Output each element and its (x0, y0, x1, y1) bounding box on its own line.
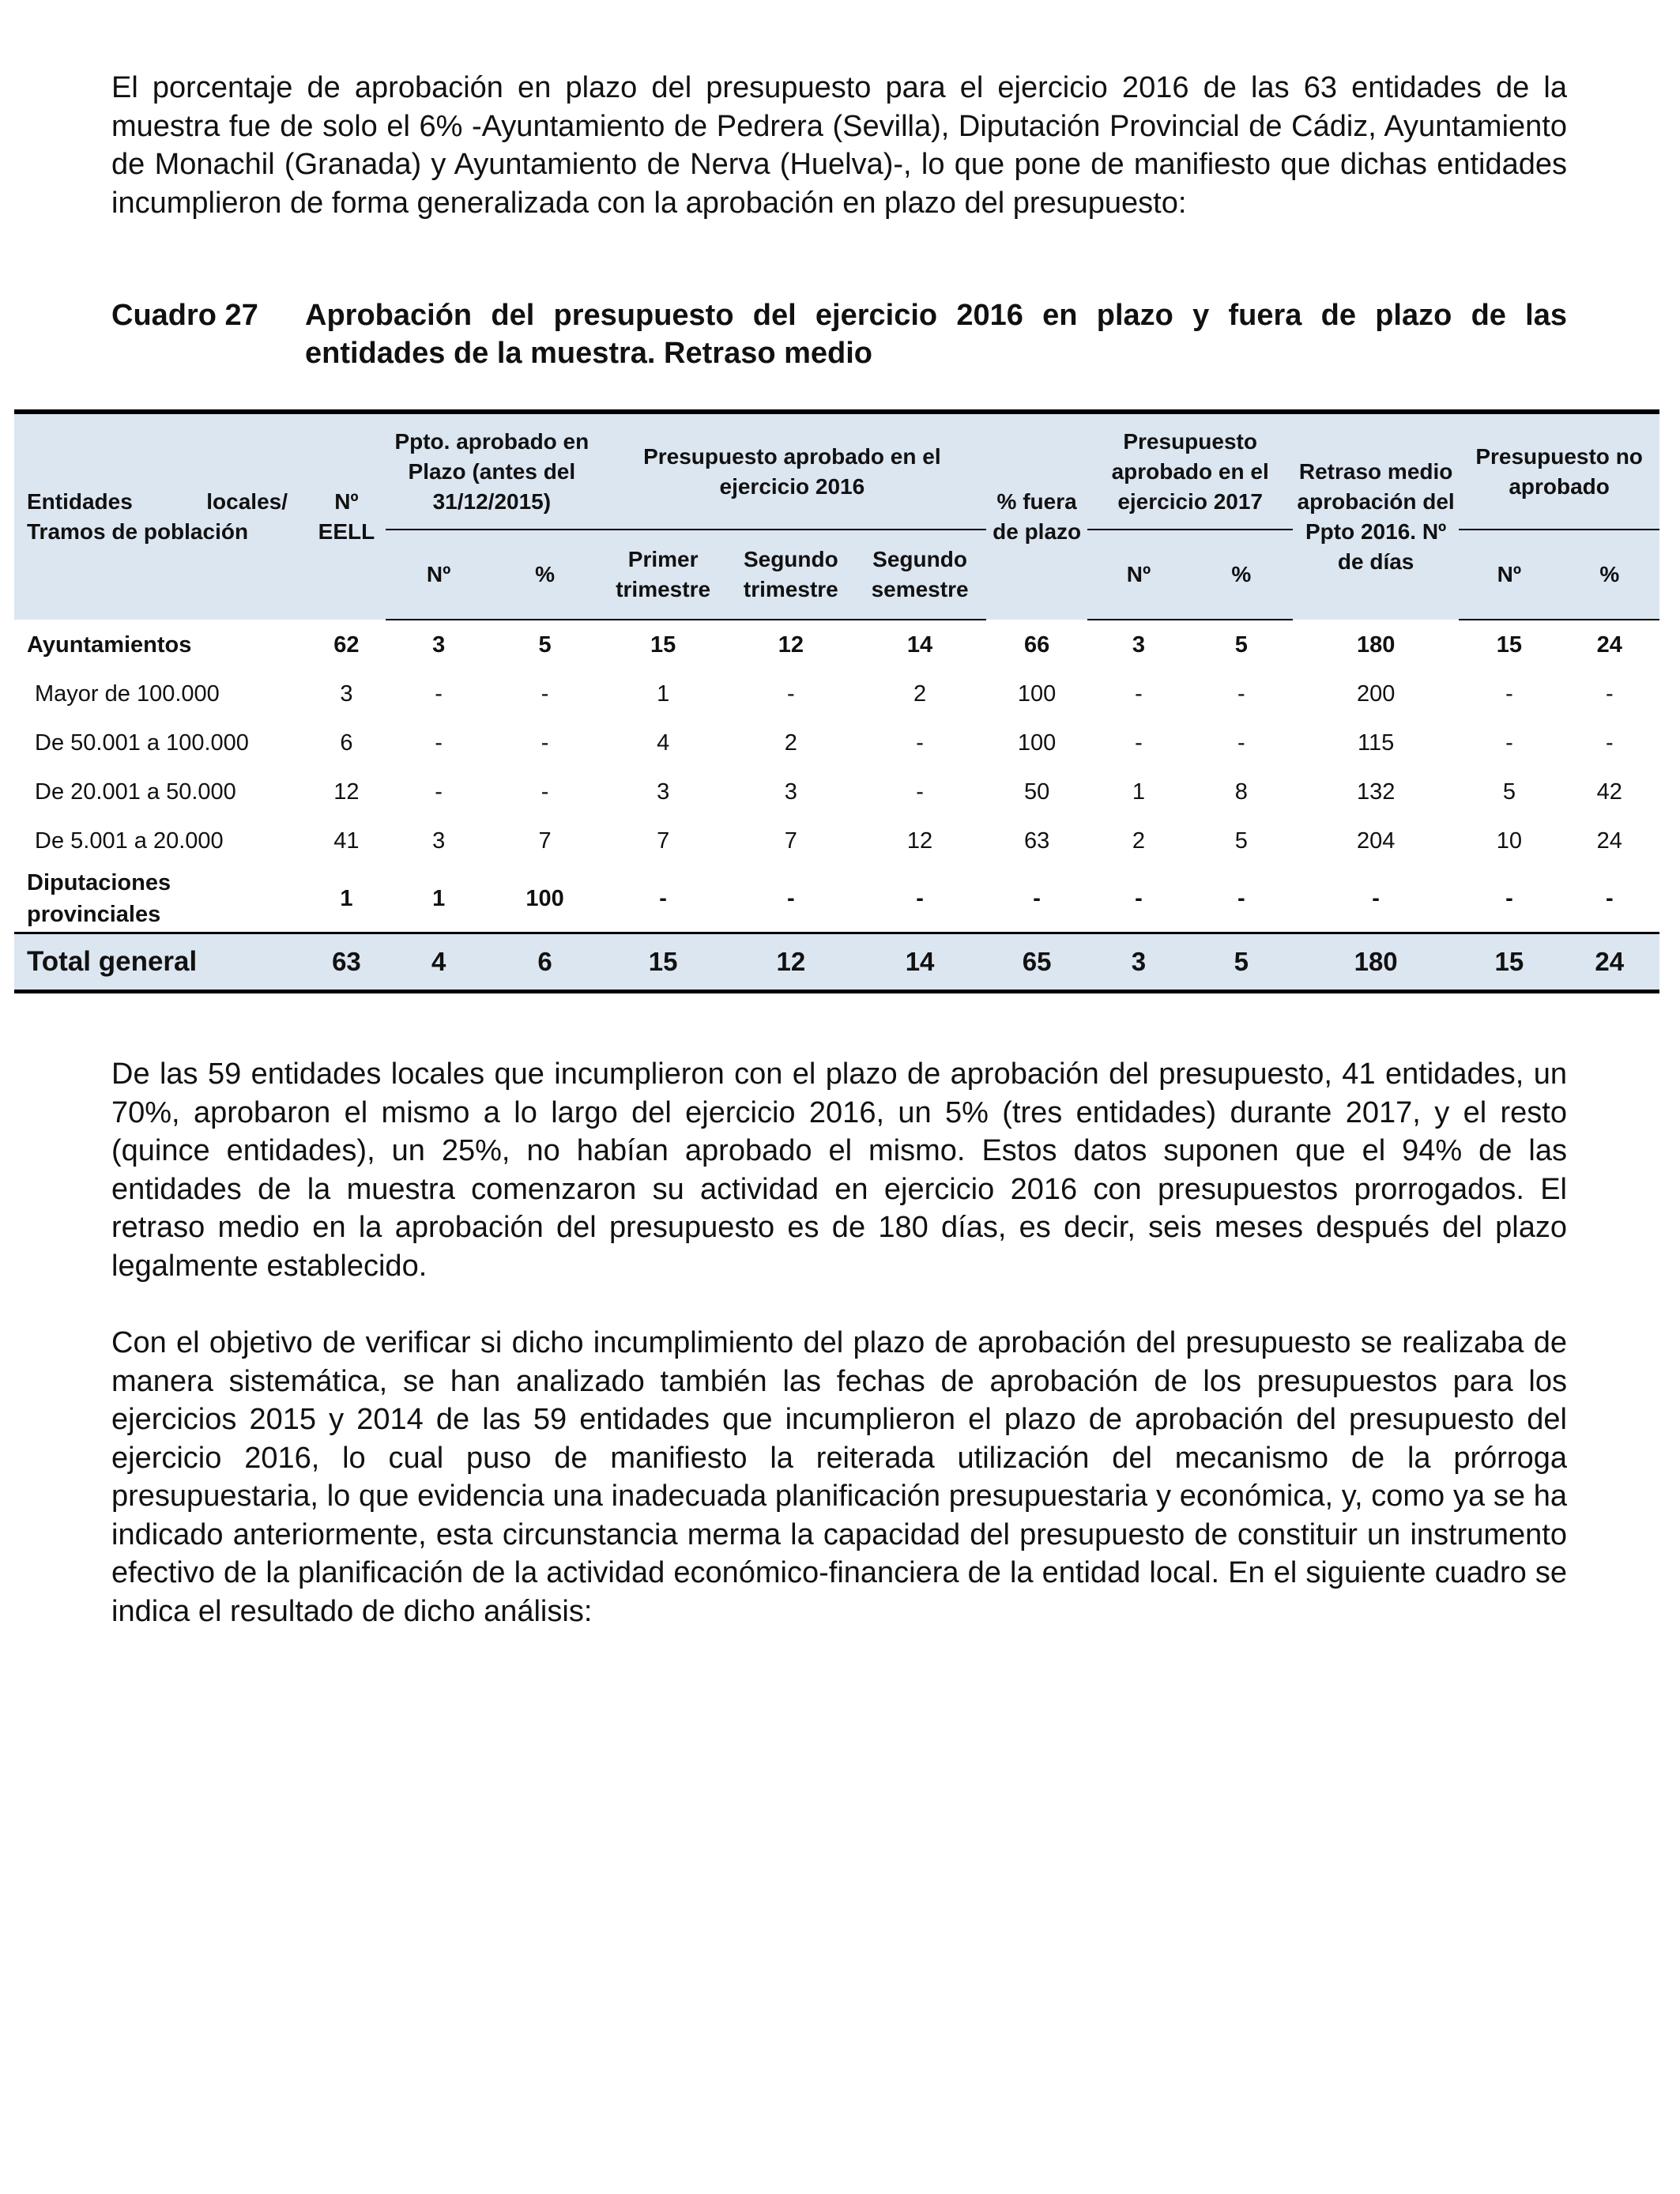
cell: 3 (1087, 933, 1189, 992)
budget-approval-table (14, 409, 1659, 993)
row-label: De 20.001 a 50.000 (35, 779, 236, 805)
cell: - (1605, 681, 1614, 707)
caption-title: Aprobación del presupuesto del ejercicio 2016 en plazo y fuera de plazo de las entidades de la muestra. Retraso medio (305, 299, 1567, 370)
cell: 12 (778, 632, 804, 658)
cell: 2 (784, 730, 797, 756)
subheader-n: Nº (1459, 530, 1559, 620)
cell: - (1505, 681, 1513, 707)
subheader-pct: % (492, 530, 597, 620)
cell: 7 (784, 828, 797, 854)
cell: 3 (657, 779, 670, 805)
cell: 62 (333, 631, 360, 658)
cell: - (541, 681, 549, 707)
cell: - (916, 779, 924, 805)
row-label: Diputaciones provinciales (14, 865, 307, 933)
cell: - (986, 865, 1087, 933)
cell: 5 (1234, 632, 1248, 658)
cell: 15 (650, 632, 676, 658)
cell: 3 (784, 779, 797, 805)
cell: 100 (492, 865, 597, 933)
cell: 5 (1234, 828, 1248, 854)
header-no-aprobado: Presupuesto no aprobado (1459, 412, 1659, 530)
cell: 42 (1596, 779, 1622, 805)
cell: 8 (1234, 779, 1248, 805)
header-ejercicio-2016: Presupuesto aprobado en el ejercicio 2016 (598, 412, 986, 530)
cell: - (1459, 865, 1559, 933)
cell: 100 (1017, 681, 1057, 707)
cell: 1 (657, 681, 670, 707)
cell: - (1560, 865, 1659, 933)
cell: 63 (307, 933, 386, 992)
row-label: De 5.001 a 20.000 (35, 828, 224, 854)
cell: - (916, 730, 924, 756)
cell: - (1605, 730, 1614, 756)
cell: 100 (1017, 730, 1057, 756)
cell: 1 (386, 865, 492, 933)
cell: 1 (1132, 779, 1146, 805)
cell: - (435, 730, 443, 756)
cell: 200 (1356, 681, 1396, 707)
cell: 12 (906, 828, 933, 854)
cell: 65 (986, 933, 1087, 992)
subheader-primer-trimestre: Primer trimestre (598, 530, 729, 620)
cell: 14 (853, 933, 986, 992)
cell: - (787, 681, 795, 707)
paragraph-3: Con el objetivo de verificar si dicho incumplimiento del plazo de aprobación del presupuesto se realizaba de manera sistemática, se han analizado también las fechas de aprobación de los presupuestos para los ejercicios 2015 y 2014 de las 59 entidades que incumplieron el plazo de aprobación del presupuesto del ejercicio 2016, lo cual puso de manifiesto la reiterada utilización del mecanismo de la prórroga presupuestaria, lo que evidencia una inadecuada planificación presupuestaria y económica, y, como ya se ha indicado anteriormente, esta circunstancia merma la capacidad del presupuesto de constituir un instrumento efectivo de la planificación de la actividad económico-financiera de la entidad local. En el siguiente cuadro se indica el resultado de dicho análisis: (111, 1326, 1567, 1628)
cell: 180 (1293, 933, 1459, 992)
cell: 5 (1502, 779, 1516, 805)
table-row (14, 865, 1659, 933)
cell: 180 (1356, 631, 1396, 658)
cell: 63 (1023, 828, 1050, 854)
cell: - (1135, 681, 1143, 707)
cell: 3 (1132, 632, 1146, 658)
cell: 24 (1596, 828, 1622, 854)
cell: 50 (1023, 779, 1050, 805)
table-row (14, 816, 1659, 865)
cell: 1 (307, 865, 386, 933)
cell: 24 (1596, 632, 1622, 658)
subheader-n: Nº (1087, 530, 1189, 620)
caption-number: Cuadro 27 (111, 299, 258, 332)
cell: 3 (432, 828, 446, 854)
subheader-n: Nº (386, 530, 492, 620)
cell: - (1293, 865, 1459, 933)
cell: - (1505, 730, 1513, 756)
cell: 2 (1132, 828, 1146, 854)
row-label: De 50.001 a 100.000 (35, 730, 249, 756)
cell: 14 (906, 632, 933, 658)
header-retraso-medio: Retraso medio aprobación del Ppto 2016. Nº de días (1297, 459, 1455, 574)
cell: - (541, 730, 549, 756)
cell: - (729, 865, 854, 933)
cell: 2 (913, 681, 927, 707)
cell: 41 (333, 828, 360, 854)
subheader-segundo-trimestre: Segundo trimestre (729, 530, 854, 620)
subheader-pct: % (1560, 530, 1659, 620)
cell: - (541, 779, 549, 805)
cell: - (853, 865, 986, 933)
table-row (14, 718, 1659, 767)
cell: 3 (432, 632, 446, 658)
table-row (14, 620, 1659, 669)
row-label: Ayuntamientos (27, 631, 192, 658)
cell: - (1190, 865, 1293, 933)
cell: 24 (1560, 933, 1659, 992)
cell: 10 (1496, 828, 1523, 854)
cell: 7 (538, 828, 552, 854)
header-en-plazo: Ppto. aprobado en Plazo (antes del 31/12/2015) (386, 412, 598, 530)
cell: 4 (657, 730, 670, 756)
cell: 15 (598, 933, 729, 992)
cell: 132 (1356, 779, 1396, 805)
table-row (14, 767, 1659, 816)
cell: - (1135, 730, 1143, 756)
cell: 15 (1496, 632, 1523, 658)
cell: - (598, 865, 729, 933)
header-ejercicio-2017: Presupuesto aprobado en el ejercicio 2017 (1087, 412, 1293, 530)
cell: - (435, 681, 443, 707)
subheader-segundo-semestre: Segundo semestre (853, 530, 986, 620)
header-neell: Nº EELL (318, 489, 375, 544)
cell: 12 (333, 779, 360, 805)
cell: 12 (729, 933, 854, 992)
cell: 6 (492, 933, 597, 992)
row-label: Mayor de 100.000 (35, 681, 220, 707)
cell: - (1237, 730, 1245, 756)
table-row (14, 669, 1659, 718)
subheader-pct: % (1190, 530, 1293, 620)
cell: 204 (1356, 828, 1396, 854)
cell: 4 (386, 933, 492, 992)
cell: 5 (1190, 933, 1293, 992)
cell: - (435, 779, 443, 805)
header-entidades: Entidades locales/ Tramos de población (27, 489, 288, 544)
paragraph-2: De las 59 entidades locales que incumplieron con el plazo de aprobación del presupuesto, 41 entidades, un 70%, aprobaron el mismo a lo largo del ejercicio 2016, un 5% (tres entidades) durante 2017, y el resto (quince entidades), un 25%, no habían aprobado el mismo. Estos datos suponen que el 94% de las entidades de la muestra comenzaron su actividad en ejercicio 2016 con presupuestos prorrogados. El retraso medio en la aprobación del presupuesto es de 180 días, es decir, seis meses después del plazo legalmente establecido. (111, 1057, 1567, 1283)
cell: 15 (1459, 933, 1559, 992)
cell: - (1237, 681, 1245, 707)
cell: - (1087, 865, 1189, 933)
intro-paragraph: El porcentaje de aprobación en plazo del presupuesto para el ejercicio 2016 de las 63 entidades de la muestra fue de solo el 6% -Ayuntamiento de Pedrera (Sevilla), Diputación Provincial de Cádiz, Ayuntamiento de Monachil (Granada) y Ayuntamiento de Nerva (Huelva)-, lo que pone de manifiesto que dichas entidades incumplieron de forma generalizada con la aprobación en plazo del presupuesto: (111, 71, 1567, 220)
cell: 115 (1358, 730, 1395, 756)
total-row (14, 933, 1659, 992)
header-fuera-plazo: % fuera de plazo (993, 489, 1082, 544)
cell: 5 (538, 632, 552, 658)
total-label: Total general (14, 933, 307, 992)
cell: 7 (657, 828, 670, 854)
cell: 66 (1023, 631, 1050, 658)
cell: 3 (340, 681, 353, 707)
cell: 6 (340, 730, 353, 756)
